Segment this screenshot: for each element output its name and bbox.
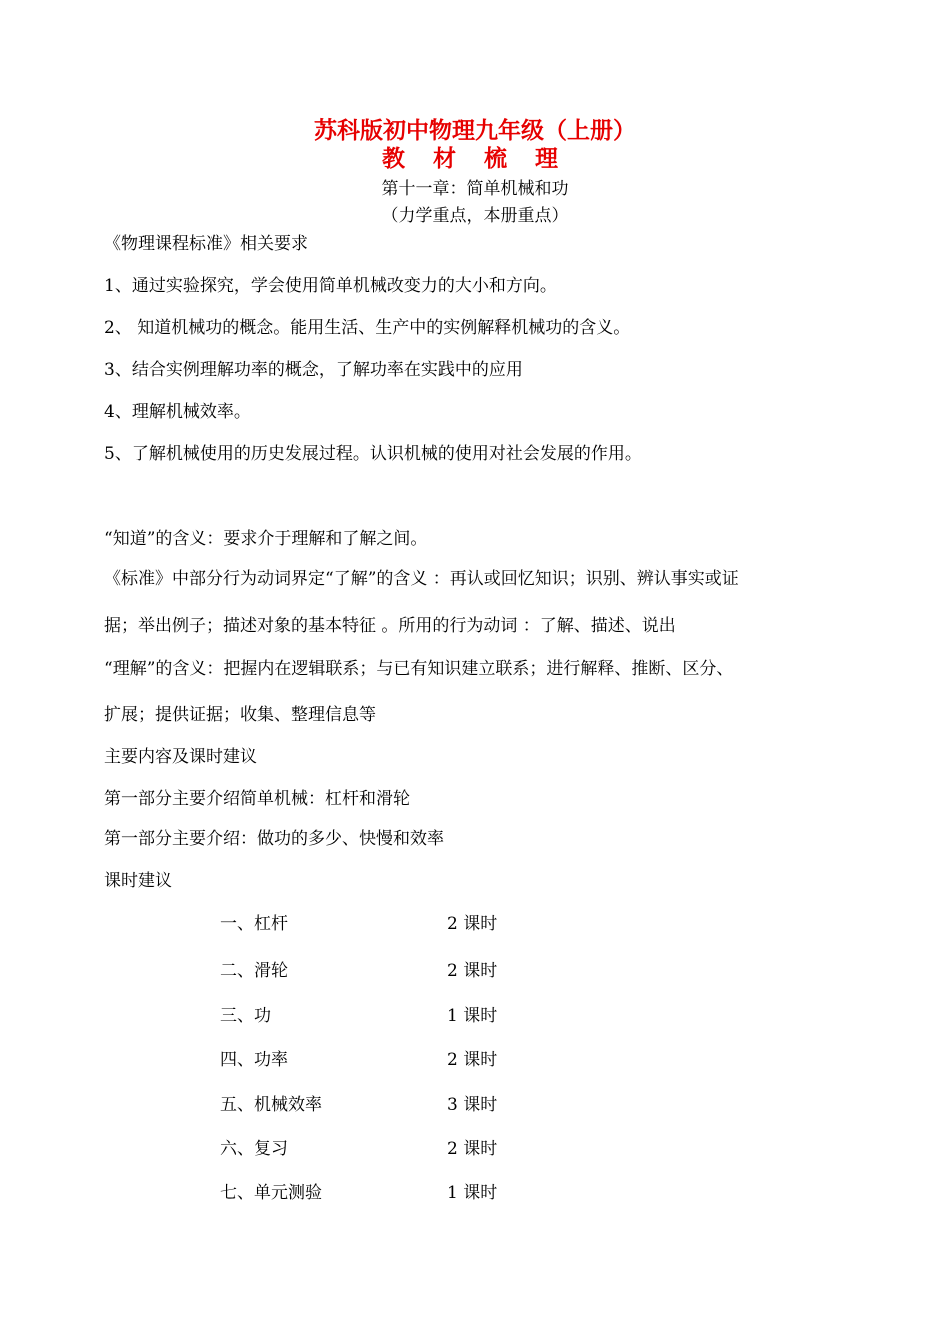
schedule-row	[220, 1005, 520, 1027]
standards-item: 1、通过实验探究，学会使用简单机械改变力的大小和方向。	[104, 276, 557, 296]
schedule-lesson-hours: 3 课时	[447, 1095, 498, 1115]
schedule-lesson-hours: 1 课时	[447, 1183, 498, 1203]
schedule-lesson-name: 四、功率	[220, 1050, 288, 1070]
chapter-note: （力学重点，本册重点）	[381, 206, 569, 226]
schedule-row	[220, 1138, 520, 1160]
schedule-lesson-name: 二、滑轮	[220, 961, 288, 981]
schedule-lesson-name: 五、机械效率	[220, 1095, 322, 1115]
schedule-lesson-hours: 2 课时	[447, 914, 498, 934]
standards-heading: 《物理课程标准》相关要求	[104, 234, 308, 254]
standards-item: 4、理解机械效率。	[104, 402, 251, 422]
definition-comprehend-line: 扩展；提供证据；收集、整理信息等	[104, 705, 376, 725]
standards-item: 3、结合实例理解功率的概念，了解功率在实践中的应用	[104, 360, 523, 380]
schedule-lesson-hours: 2 课时	[447, 1050, 498, 1070]
schedule-row	[220, 960, 520, 982]
schedule-row	[220, 1094, 520, 1116]
schedule-lesson-hours: 2 课时	[447, 961, 498, 981]
schedule-lesson-hours: 2 课时	[447, 1139, 498, 1159]
definition-understand-line: 《标准》中部分行为动词界定“了解”的含义 ：再认或回忆知识；识别、辨认事实或证	[104, 569, 739, 589]
schedule-heading: 课时建议	[104, 871, 172, 891]
schedule-lesson-name: 六、复习	[220, 1139, 288, 1159]
content-part: 第一部分主要介绍简单机械：杠杆和滑轮	[104, 789, 410, 809]
definition-understand-line: 据；举出例子；描述对象的基本特征 。所用的行为动词 ：了解、描述、说出	[104, 616, 676, 636]
document-title: 苏科版初中物理九年级（上册）	[314, 117, 636, 144]
document-subtitle: 教 材 梳 理	[381, 145, 569, 172]
schedule-row	[220, 913, 520, 935]
chapter-heading: 第十一章：简单机械和功	[381, 179, 569, 199]
schedule-lesson-hours: 1 课时	[447, 1006, 498, 1026]
definition-comprehend-line: “理解”的含义：把握内在逻辑联系；与已有知识建立联系；进行解释、推断、区分、	[104, 659, 734, 679]
schedule-lesson-name: 一、杠杆	[220, 914, 288, 934]
content-part: 第一部分主要介绍：做功的多少、快慢和效率	[104, 829, 444, 849]
definition-know: “知道”的含义：要求介于理解和了解之间。	[104, 529, 428, 549]
schedule-row	[220, 1049, 520, 1071]
schedule-row	[220, 1182, 520, 1204]
content-heading: 主要内容及课时建议	[104, 747, 257, 767]
schedule-lesson-name: 三、功	[220, 1006, 271, 1026]
schedule-lesson-name: 七、单元测验	[220, 1183, 322, 1203]
standards-item: 2、 知道机械功的概念。能用生活、生产中的实例解释机械功的含义。	[104, 318, 631, 338]
standards-item: 5、了解机械使用的历史发展过程。认识机械的使用对社会发展的作用。	[104, 444, 642, 464]
